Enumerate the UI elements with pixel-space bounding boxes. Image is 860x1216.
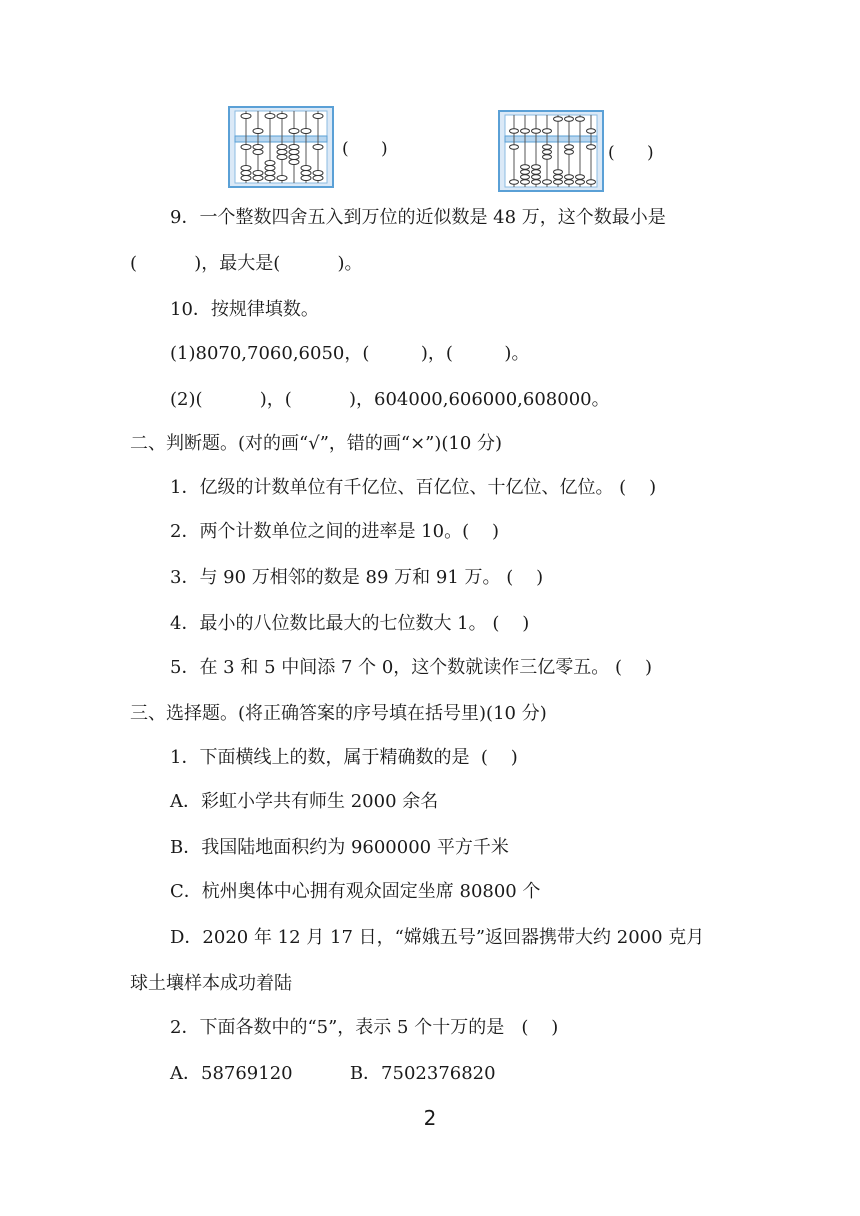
section-3-question-1-option-a: A．彩虹小学共有师生 2000 余名 [170,791,439,812]
abacus-2-answer-blank: ( ) [608,143,654,163]
section-2-question-1: 1．亿级的计数单位有千亿位、百亿位、十亿位、亿位。 ( ) [170,477,657,498]
section-3-question-2: 2．下面各数中的“5”，表示 5 个十万的是 ( ) [170,1017,559,1038]
section-2-question-2: 2．两个计数单位之间的进率是 10。( ) [170,521,500,542]
section-2-question-4: 4．最小的八位数比最大的七位数大 1。 ( ) [170,613,530,634]
section-3-question-1-option-d-line-2: 球土壤样本成功着陆 [130,973,292,994]
section-3-title: 三、选择题。(将正确答案的序号填在括号里)(10 分) [130,703,547,724]
abacus-1-answer-blank: ( ) [342,139,388,159]
section-3-question-1-option-c: C．杭州奥体中心拥有观众固定坐席 80800 个 [170,881,541,902]
question-10-part-1: (1)8070,7060,6050，( )，( )。 [170,343,530,364]
page-number: 2 [423,1106,437,1130]
question-9-line-1: 9．一个整数四舍五入到万位的近似数是 48 万，这个数最小是 [170,207,666,228]
section-3-question-1-option-b: B．我国陆地面积约为 9600000 平方千米 [170,837,509,858]
section-2-question-5: 5．在 3 和 5 中间添 7 个 0，这个数就读作三亿零五。 ( ) [170,657,652,678]
question-10-title: 10．按规律填数。 [170,299,319,320]
question-9-line-2: ( )，最大是( )。 [130,253,363,274]
abacus-figure-2 [498,110,604,192]
section-2-question-3: 3．与 90 万相邻的数是 89 万和 91 万。 ( ) [170,567,544,588]
section-3-question-2-options-ab: A．58769120 B．7502376820 [170,1063,496,1084]
section-3-question-1-option-d-line-1: D．2020 年 12 月 17 日，“嫦娥五号”返回器携带大约 2000 克月 [170,927,705,948]
section-2-title: 二、判断题。(对的画“√”，错的画“×”)(10 分) [130,433,503,454]
question-10-part-2: (2)( )，( )，604000,606000,608000。 [170,389,610,410]
abacus-figure-1 [228,106,334,188]
section-3-question-1: 1．下面横线上的数，属于精确数的是 ( ) [170,747,518,768]
